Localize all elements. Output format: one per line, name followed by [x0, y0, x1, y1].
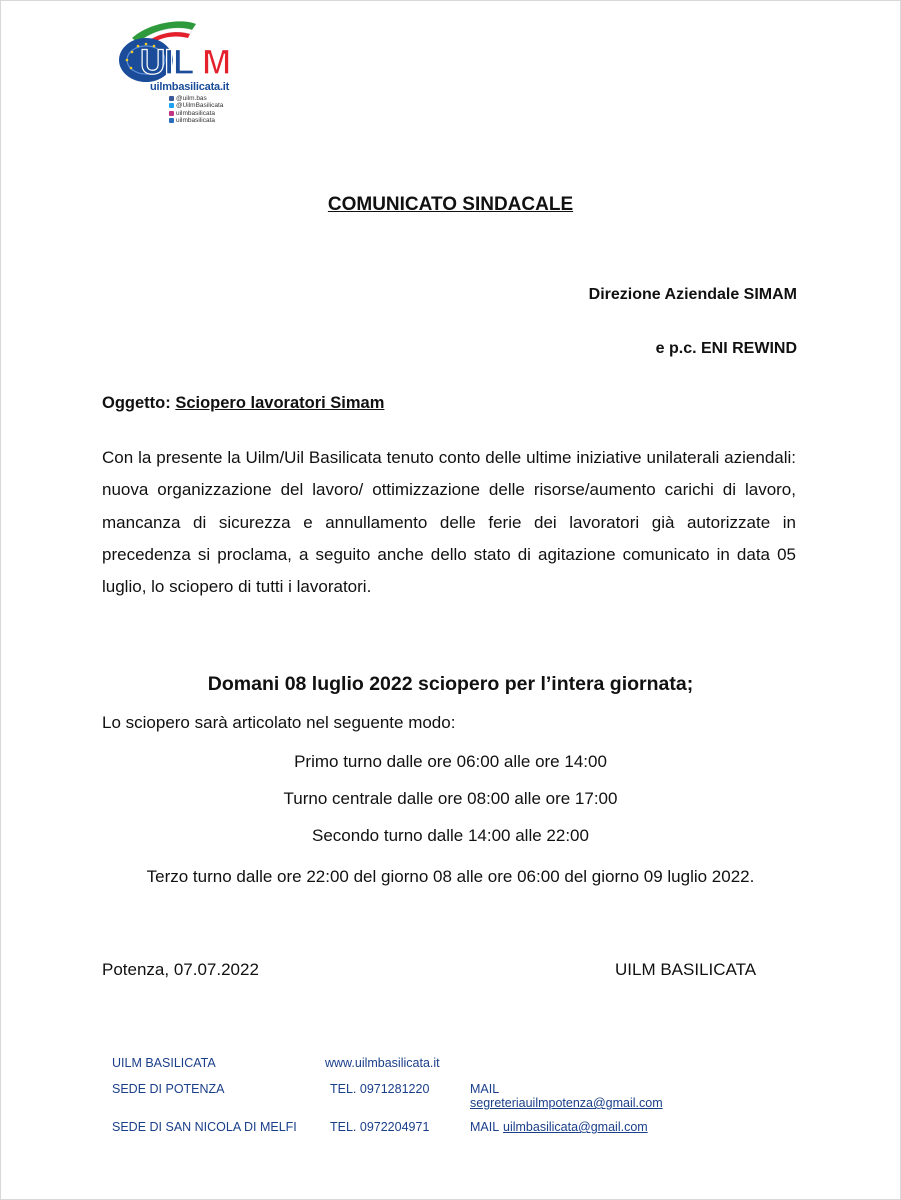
- footer-sede-potenza: SEDE DI POTENZA: [112, 1082, 225, 1096]
- footer-tel-melfi: TEL. 0972204971: [330, 1120, 430, 1134]
- subject-line: [102, 394, 384, 413]
- logo-website: uilmbasilicata.it: [150, 81, 230, 93]
- place-date: Potenza, 07.07.2022: [102, 960, 259, 979]
- telegram-icon: [169, 118, 174, 123]
- footer-mail-label: MAIL: [470, 1082, 500, 1096]
- instagram-icon: [169, 111, 174, 116]
- signature: UILM BASILICATA: [615, 960, 757, 979]
- document-title: COMUNICATO SINDACALE: [327, 194, 574, 215]
- footer-email-potenza[interactable]: segreteriauilmpotenza@gmail.com: [470, 1096, 663, 1110]
- social-label: @UilmBasilicata: [176, 102, 224, 110]
- footer-email-melfi[interactable]: uilmbasilicata@gmail.com: [503, 1120, 648, 1134]
- facebook-icon: [169, 96, 174, 101]
- social-handles: [169, 95, 223, 124]
- footer-tel-potenza: TEL. 0971281220: [330, 1082, 430, 1096]
- shift-item: Primo turno dalle ore 06:00 alle ore 14:00: [294, 752, 607, 771]
- footer-mail-label: MAIL: [470, 1120, 500, 1134]
- social-twitter: [169, 102, 223, 109]
- footer-org: UILM BASILICATA: [112, 1056, 216, 1070]
- subject-label: Oggetto:: [102, 394, 171, 412]
- footer-website[interactable]: www.uilmbasilicata.it: [325, 1056, 440, 1070]
- social-instagram: [169, 110, 223, 117]
- addressee-cc: e p.c. ENI REWIND: [655, 340, 797, 357]
- addressee-primary: Direzione Aziendale SIMAM: [588, 286, 797, 303]
- shift-item: Terzo turno dalle ore 22:00 del giorno 08 alle ore 06:00 del giorno 09 luglio 2022.: [146, 867, 755, 886]
- social-label: uilmbasilicata: [176, 116, 216, 124]
- social-telegram: [169, 117, 223, 124]
- twitter-icon: [169, 103, 174, 108]
- subject-text: Sciopero lavoratori Simam: [175, 394, 385, 412]
- social-facebook: [169, 95, 223, 102]
- uilm-logo: [110, 16, 250, 124]
- shift-item: Turno centrale dalle ore 08:00 alle ore 17:00: [283, 789, 618, 808]
- body-paragraph: Con la presente la Uilm/Uil Basilicata tenuto conto delle ultime iniziative unilaterali aziendali: nuova organizzazione del lavoro/ ottimizzazione delle risorse/aumento carichi di lavoro, mancanza di sicurezza e annullamento delle ferie dei lavoratori già autorizzate in precedenza si proclama, a seguito anche dello stato di agitazione comunicato in data 05 luglio, lo sciopero di tutti i lavoratori.: [102, 448, 796, 597]
- svg-text:M: M: [202, 43, 232, 82]
- social-label: uilmbasilicata: [176, 109, 216, 117]
- svg-text:UIL: UIL: [140, 43, 194, 82]
- footer-sede-melfi: SEDE DI SAN NICOLA DI MELFI: [112, 1120, 297, 1134]
- shift-item: Secondo turno dalle 14:00 alle 22:00: [312, 826, 589, 845]
- shifts-intro: Lo sciopero sarà articolato nel seguente modo:: [102, 713, 456, 732]
- letterhead-footer: [0, 1050, 901, 1140]
- strike-announcement: Domani 08 luglio 2022 sciopero per l’intera giornata;: [207, 673, 694, 695]
- social-label: @uilm.bas: [176, 95, 207, 102]
